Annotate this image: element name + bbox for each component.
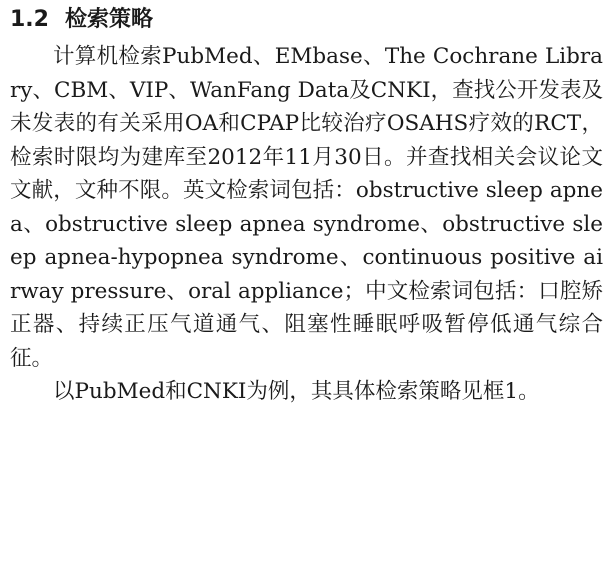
section-number: 1.2 — [10, 7, 49, 32]
body-paragraph-search-sources: 计算机检索PubMed、EMbase、The Cochrane Library、CBM、VIP、WanFang Data及CNKI，查找公开发表及未发表的有关采用OA和CPAP比较治疗OSAHS疗效的RCT，检索时限均为建库至2012年11月30日。并查找相关会议论文文献，文种不限。英文检索词包括：obstructive sleep apnea、obstructive sleep apnea syndrome、obstructive sleep apnea-hypopnea syndrome、continuous positive airway pressure、oral appliance；中文检索词包括：口腔矫正器、持续正压气道通气、阻塞性睡眠呼吸暂停低通气综合征。 — [10, 44, 603, 371]
section-title: 检索策略 — [64, 7, 153, 32]
section-heading — [10, 2, 603, 40]
body-paragraph-search-example: 以PubMed和CNKI为例，其具体检索策略见框1。 — [53, 379, 540, 404]
